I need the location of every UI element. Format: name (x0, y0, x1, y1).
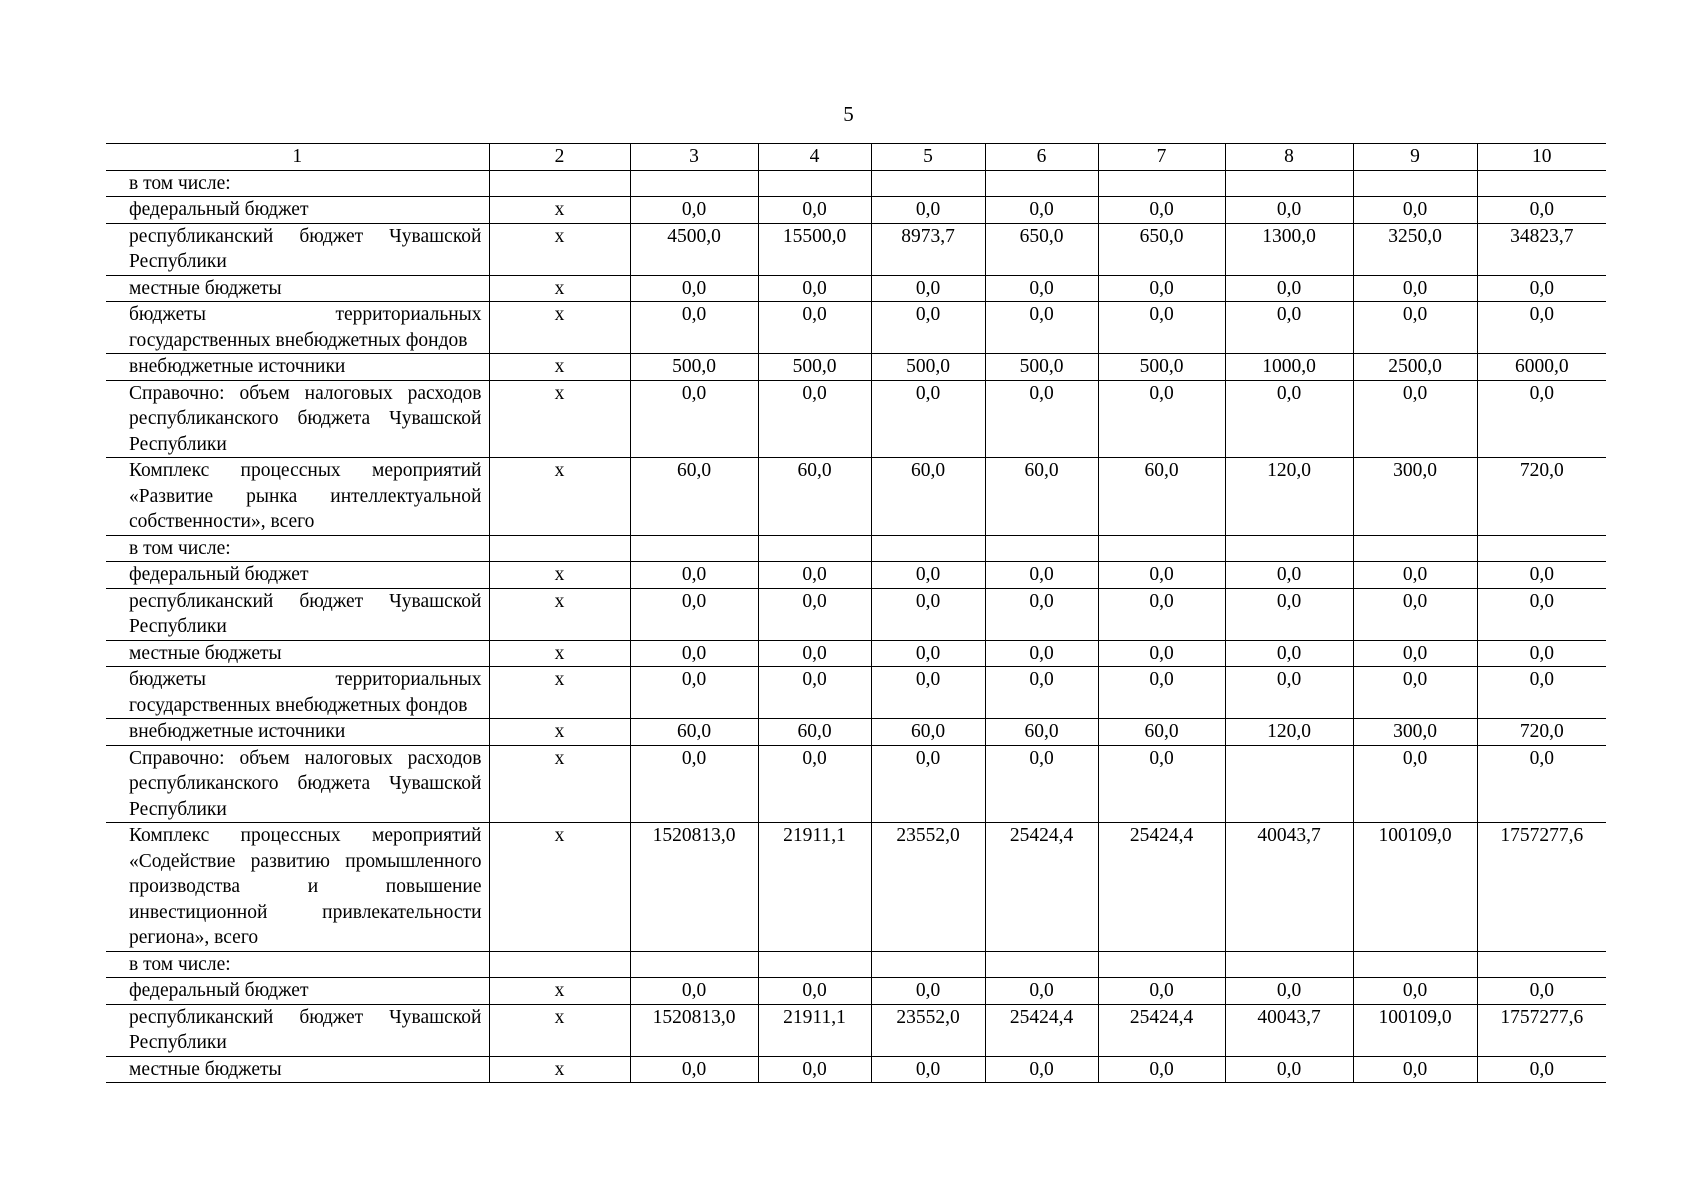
row-label: в том числе: (106, 170, 489, 197)
value-cell: 1000,0 (1225, 354, 1353, 381)
value-cell: 0,0 (758, 562, 871, 589)
value-cell: 0,0 (1225, 380, 1353, 458)
value-cell: 0,0 (1225, 588, 1353, 640)
value-cell: 25424,4 (985, 1004, 1098, 1056)
table-row (106, 640, 1606, 667)
value-cell: 1520813,0 (630, 823, 758, 952)
value-cell: 0,0 (1477, 562, 1606, 589)
value-cell: 300,0 (1353, 458, 1477, 536)
value-cell: 0,0 (1098, 588, 1225, 640)
value-cell (871, 951, 985, 978)
value-cell: 0,0 (758, 640, 871, 667)
value-cell: 0,0 (1477, 1056, 1606, 1083)
value-cell: 0,0 (630, 978, 758, 1005)
value-cell: 0,0 (985, 302, 1098, 354)
code-cell: х (489, 1056, 630, 1083)
value-cell: 0,0 (1225, 275, 1353, 302)
value-cell: 23552,0 (871, 1004, 985, 1056)
value-cell: 34823,7 (1477, 223, 1606, 275)
value-cell (1098, 170, 1225, 197)
value-cell: 0,0 (871, 588, 985, 640)
code-cell: х (489, 667, 630, 719)
value-cell: 0,0 (1225, 197, 1353, 224)
column-number-cell: 10 (1477, 144, 1606, 171)
column-number-cell: 9 (1353, 144, 1477, 171)
table-row (106, 1056, 1606, 1083)
value-cell: 60,0 (985, 458, 1098, 536)
table-row (106, 562, 1606, 589)
value-cell: 15500,0 (758, 223, 871, 275)
value-cell (1225, 951, 1353, 978)
value-cell: 500,0 (758, 354, 871, 381)
value-cell: 0,0 (1353, 562, 1477, 589)
value-cell: 0,0 (758, 1056, 871, 1083)
code-cell: х (489, 719, 630, 746)
code-cell: х (489, 1004, 630, 1056)
value-cell: 0,0 (758, 380, 871, 458)
value-cell (1353, 951, 1477, 978)
value-cell: 100109,0 (1353, 823, 1477, 952)
value-cell (1225, 170, 1353, 197)
value-cell: 0,0 (1225, 978, 1353, 1005)
value-cell (1098, 951, 1225, 978)
value-cell: 0,0 (1477, 197, 1606, 224)
table-row (106, 823, 1606, 952)
value-cell: 40043,7 (1225, 823, 1353, 952)
value-cell: 0,0 (1477, 302, 1606, 354)
value-cell: 3250,0 (1353, 223, 1477, 275)
value-cell (871, 170, 985, 197)
value-cell: 0,0 (1477, 275, 1606, 302)
value-cell: 0,0 (630, 562, 758, 589)
value-cell: 0,0 (758, 588, 871, 640)
row-label: в том числе: (106, 951, 489, 978)
value-cell: 0,0 (985, 562, 1098, 589)
value-cell: 0,0 (630, 1056, 758, 1083)
row-label: федеральный бюджет (106, 197, 489, 224)
value-cell: 0,0 (871, 1056, 985, 1083)
value-cell: 0,0 (871, 667, 985, 719)
value-cell: 0,0 (1225, 1056, 1353, 1083)
value-cell (1477, 170, 1606, 197)
code-cell: х (489, 458, 630, 536)
value-cell: 0,0 (1353, 197, 1477, 224)
value-cell: 0,0 (985, 275, 1098, 302)
table-row (106, 275, 1606, 302)
value-cell: 0,0 (1098, 745, 1225, 823)
value-cell (630, 170, 758, 197)
value-cell (758, 170, 871, 197)
value-cell: 0,0 (1098, 978, 1225, 1005)
column-number-cell: 8 (1225, 144, 1353, 171)
value-cell: 0,0 (1353, 588, 1477, 640)
row-label: федеральный бюджет (106, 562, 489, 589)
value-cell: 0,0 (1098, 380, 1225, 458)
value-cell: 0,0 (630, 197, 758, 224)
value-cell: 0,0 (871, 978, 985, 1005)
value-cell: 0,0 (985, 1056, 1098, 1083)
value-cell: 1520813,0 (630, 1004, 758, 1056)
value-cell: 0,0 (1477, 588, 1606, 640)
code-cell: х (489, 380, 630, 458)
value-cell: 0,0 (758, 275, 871, 302)
value-cell: 21911,1 (758, 823, 871, 952)
code-cell: х (489, 640, 630, 667)
value-cell: 0,0 (630, 640, 758, 667)
value-cell: 0,0 (630, 302, 758, 354)
code-cell: х (489, 302, 630, 354)
row-label: местные бюджеты (106, 1056, 489, 1083)
value-cell: 500,0 (871, 354, 985, 381)
value-cell: 0,0 (758, 667, 871, 719)
value-cell: 100109,0 (1353, 1004, 1477, 1056)
value-cell: 0,0 (871, 640, 985, 667)
value-cell (1353, 535, 1477, 562)
value-cell: 0,0 (871, 197, 985, 224)
value-cell: 0,0 (630, 667, 758, 719)
value-cell (1477, 535, 1606, 562)
value-cell: 0,0 (1477, 667, 1606, 719)
value-cell: 650,0 (985, 223, 1098, 275)
value-cell: 120,0 (1225, 719, 1353, 746)
table-row (106, 951, 1606, 978)
value-cell: 500,0 (630, 354, 758, 381)
value-cell (1225, 535, 1353, 562)
table-row (106, 978, 1606, 1005)
row-label: республиканский бюджет Чувашской Республики (106, 223, 489, 275)
code-cell: х (489, 275, 630, 302)
page-number: 5 (843, 102, 854, 126)
row-label: Комплекс процессных мероприятий «Содействие развитию промышленного производства и повышение инвестиционной привлекательности региона», всего (106, 823, 489, 952)
value-cell (758, 535, 871, 562)
table-row (106, 197, 1606, 224)
value-cell (985, 170, 1098, 197)
value-cell (758, 951, 871, 978)
table-row (106, 588, 1606, 640)
value-cell: 0,0 (758, 197, 871, 224)
value-cell: 0,0 (758, 302, 871, 354)
row-label: внебюджетные источники (106, 354, 489, 381)
row-label: бюджеты территориальных государственных внебюджетных фондов (106, 302, 489, 354)
value-cell: 60,0 (1098, 458, 1225, 536)
value-cell (630, 951, 758, 978)
value-cell: 0,0 (1098, 1056, 1225, 1083)
row-label: местные бюджеты (106, 275, 489, 302)
row-label: республиканский бюджет Чувашской Республики (106, 588, 489, 640)
row-label: бюджеты территориальных государственных внебюджетных фондов (106, 667, 489, 719)
column-number-cell: 6 (985, 144, 1098, 171)
value-cell: 0,0 (871, 380, 985, 458)
value-cell: 1757277,6 (1477, 1004, 1606, 1056)
value-cell: 40043,7 (1225, 1004, 1353, 1056)
code-cell: х (489, 223, 630, 275)
value-cell: 1757277,6 (1477, 823, 1606, 952)
column-number-row (106, 144, 1606, 171)
value-cell: 0,0 (1477, 380, 1606, 458)
value-cell: 0,0 (1477, 745, 1606, 823)
column-number-cell: 5 (871, 144, 985, 171)
value-cell: 23552,0 (871, 823, 985, 952)
table-row (106, 170, 1606, 197)
row-label: республиканский бюджет Чувашской Республики (106, 1004, 489, 1056)
value-cell: 0,0 (1353, 640, 1477, 667)
value-cell: 0,0 (1225, 302, 1353, 354)
table-row (106, 302, 1606, 354)
code-cell (489, 951, 630, 978)
value-cell: 0,0 (1098, 302, 1225, 354)
table-row (106, 745, 1606, 823)
value-cell: 0,0 (1353, 667, 1477, 719)
table-row (106, 667, 1606, 719)
value-cell: 0,0 (985, 588, 1098, 640)
value-cell: 25424,4 (1098, 1004, 1225, 1056)
column-number-cell: 4 (758, 144, 871, 171)
code-cell: х (489, 823, 630, 952)
value-cell: 0,0 (1353, 745, 1477, 823)
table-row (106, 458, 1606, 536)
value-cell: 0,0 (1225, 640, 1353, 667)
value-cell: 0,0 (871, 562, 985, 589)
value-cell (871, 535, 985, 562)
value-cell: 0,0 (1098, 667, 1225, 719)
row-label: Справочно: объем налоговых расходов республиканского бюджета Чувашской Республики (106, 380, 489, 458)
value-cell: 60,0 (985, 719, 1098, 746)
value-cell: 0,0 (630, 380, 758, 458)
value-cell: 0,0 (871, 745, 985, 823)
value-cell: 0,0 (1353, 302, 1477, 354)
column-number-cell: 3 (630, 144, 758, 171)
value-cell (1477, 951, 1606, 978)
value-cell: 720,0 (1477, 458, 1606, 536)
value-cell: 0,0 (871, 302, 985, 354)
value-cell (985, 535, 1098, 562)
value-cell: 0,0 (1477, 640, 1606, 667)
column-number-cell: 7 (1098, 144, 1225, 171)
value-cell: 0,0 (758, 745, 871, 823)
budget-table (106, 143, 1606, 1083)
value-cell: 25424,4 (985, 823, 1098, 952)
value-cell: 25424,4 (1098, 823, 1225, 952)
code-cell: х (489, 197, 630, 224)
value-cell: 0,0 (985, 667, 1098, 719)
value-cell: 120,0 (1225, 458, 1353, 536)
value-cell: 60,0 (630, 458, 758, 536)
table-row (106, 535, 1606, 562)
value-cell (630, 535, 758, 562)
table-row (106, 223, 1606, 275)
table-row (106, 719, 1606, 746)
value-cell: 0,0 (1353, 1056, 1477, 1083)
value-cell: 0,0 (985, 745, 1098, 823)
value-cell: 0,0 (1098, 197, 1225, 224)
value-cell: 2500,0 (1353, 354, 1477, 381)
table-row (106, 380, 1606, 458)
value-cell: 21911,1 (758, 1004, 871, 1056)
row-label: внебюджетные источники (106, 719, 489, 746)
budget-table-body (106, 144, 1606, 1083)
value-cell: 60,0 (871, 719, 985, 746)
row-label: Комплекс процессных мероприятий «Развитие рынка интеллектуальной собственности», всего (106, 458, 489, 536)
value-cell: 4500,0 (630, 223, 758, 275)
code-cell (489, 535, 630, 562)
value-cell: 650,0 (1098, 223, 1225, 275)
value-cell (1225, 745, 1353, 823)
value-cell: 60,0 (871, 458, 985, 536)
column-number-cell: 2 (489, 144, 630, 171)
code-cell: х (489, 745, 630, 823)
value-cell: 0,0 (1098, 275, 1225, 302)
code-cell (489, 170, 630, 197)
value-cell: 0,0 (630, 275, 758, 302)
value-cell: 0,0 (630, 588, 758, 640)
value-cell: 0,0 (1225, 667, 1353, 719)
value-cell: 0,0 (985, 978, 1098, 1005)
value-cell: 6000,0 (1477, 354, 1606, 381)
value-cell: 0,0 (630, 745, 758, 823)
value-cell: 60,0 (630, 719, 758, 746)
value-cell: 0,0 (1098, 562, 1225, 589)
value-cell: 0,0 (1353, 380, 1477, 458)
value-cell: 300,0 (1353, 719, 1477, 746)
value-cell: 60,0 (1098, 719, 1225, 746)
value-cell: 60,0 (758, 719, 871, 746)
column-number-cell: 1 (106, 144, 489, 171)
value-cell: 0,0 (985, 197, 1098, 224)
value-cell: 500,0 (1098, 354, 1225, 381)
row-label: федеральный бюджет (106, 978, 489, 1005)
value-cell: 0,0 (1098, 640, 1225, 667)
value-cell: 60,0 (758, 458, 871, 536)
row-label: Справочно: объем налоговых расходов республиканского бюджета Чувашской Республики (106, 745, 489, 823)
value-cell: 8973,7 (871, 223, 985, 275)
value-cell (1098, 535, 1225, 562)
row-label: местные бюджеты (106, 640, 489, 667)
value-cell (1353, 170, 1477, 197)
value-cell: 0,0 (1477, 978, 1606, 1005)
code-cell: х (489, 978, 630, 1005)
value-cell: 0,0 (985, 640, 1098, 667)
value-cell: 500,0 (985, 354, 1098, 381)
row-label: в том числе: (106, 535, 489, 562)
value-cell: 0,0 (985, 380, 1098, 458)
value-cell: 720,0 (1477, 719, 1606, 746)
table-row (106, 1004, 1606, 1056)
table-row (106, 354, 1606, 381)
code-cell: х (489, 354, 630, 381)
value-cell: 0,0 (1353, 978, 1477, 1005)
code-cell: х (489, 562, 630, 589)
value-cell: 0,0 (1225, 562, 1353, 589)
code-cell: х (489, 588, 630, 640)
value-cell: 0,0 (1353, 275, 1477, 302)
value-cell: 1300,0 (1225, 223, 1353, 275)
value-cell: 0,0 (758, 978, 871, 1005)
value-cell: 0,0 (871, 275, 985, 302)
value-cell (985, 951, 1098, 978)
